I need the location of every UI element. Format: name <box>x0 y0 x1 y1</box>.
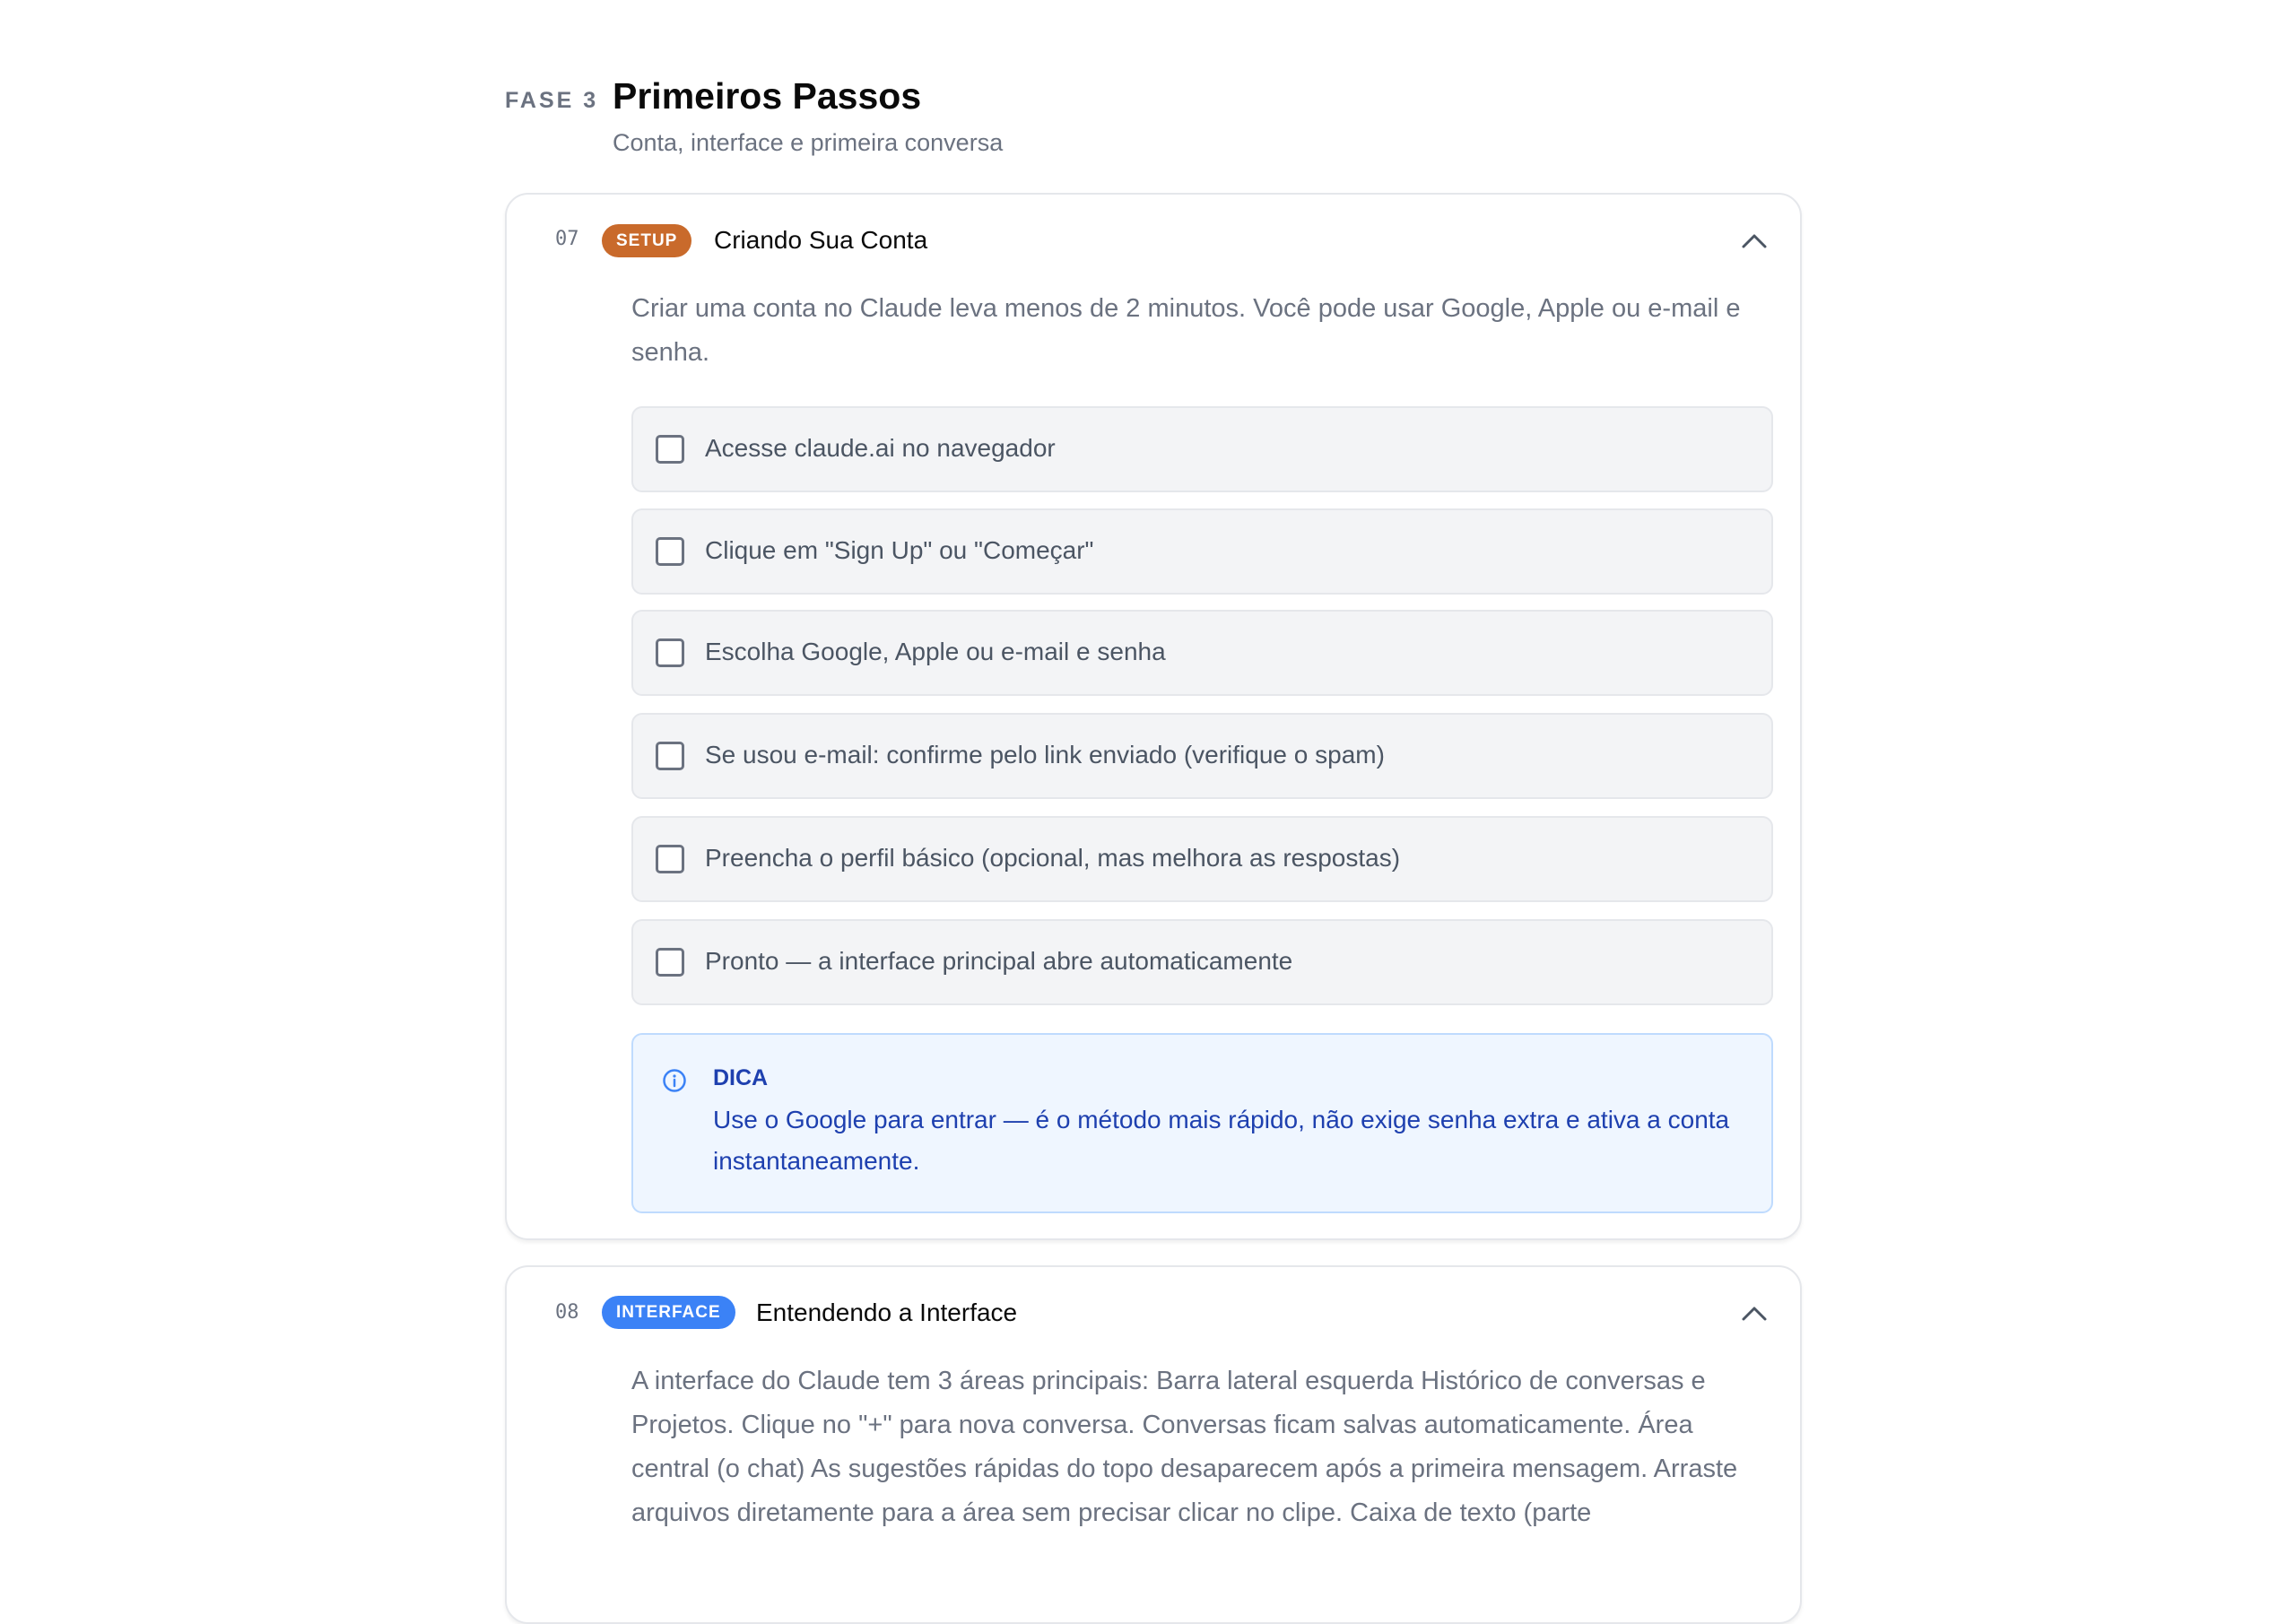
checklist-item-label: Escolha Google, Apple ou e-mail e senha <box>705 638 1166 665</box>
chevron-up-icon[interactable] <box>1741 1304 1768 1322</box>
phase-label: FASE 3 <box>505 88 599 113</box>
checklist-item-label: Se usou e-mail: confirme pelo link enviado (verifique o spam) <box>705 741 1385 769</box>
lesson-card-07 <box>505 193 1802 1240</box>
checkbox[interactable] <box>656 435 684 464</box>
page-subtitle: Conta, interface e primeira conversa <box>613 129 1004 156</box>
lesson-title: Entendendo a Interface <box>756 1298 1018 1326</box>
checklist-item[interactable] <box>631 610 1773 696</box>
checklist-item-label: Clique em "Sign Up" ou "Começar" <box>705 536 1094 564</box>
category-badge: SETUP <box>602 224 691 257</box>
checklist-item[interactable] <box>631 713 1773 799</box>
lesson-description: Criar uma conta no Claude leva menos de 2 minutos. Você pode usar Google, Apple ou e-mail e senha. <box>631 294 1741 367</box>
checklist-item[interactable] <box>631 508 1773 595</box>
checkbox[interactable] <box>656 948 684 977</box>
checkbox[interactable] <box>656 537 684 566</box>
checklist-item-label: Preencha o perfil básico (opcional, mas melhora as respostas) <box>705 844 1401 872</box>
tip-text: Use o Google para entrar — é o método mais rápido, não exige senha extra e ativa a conta instantaneamente. <box>713 1106 1730 1175</box>
lesson-number: 08 <box>555 1301 579 1324</box>
info-icon <box>662 1068 687 1093</box>
lesson-number: 07 <box>555 228 579 250</box>
page-title: Primeiros Passos <box>613 75 922 117</box>
checklist-item-label: Pronto — a interface principal abre automaticamente <box>705 947 1293 975</box>
checkbox[interactable] <box>656 845 684 873</box>
checklist-item[interactable] <box>631 919 1773 1005</box>
checklist-item[interactable] <box>631 816 1773 902</box>
checkbox[interactable] <box>656 742 684 770</box>
checklist-item[interactable] <box>631 406 1773 492</box>
chevron-up-icon[interactable] <box>1741 231 1768 249</box>
checkbox[interactable] <box>656 638 684 667</box>
category-badge: INTERFACE <box>602 1296 735 1329</box>
tip-label: DICA <box>713 1065 769 1090</box>
tip-box <box>631 1033 1773 1213</box>
lesson-title: Criando Sua Conta <box>714 226 928 254</box>
lesson-card-08 <box>505 1265 1802 1624</box>
checklist-item-label: Acesse claude.ai no navegador <box>705 434 1056 462</box>
lesson-description: A interface do Claude tem 3 áreas principais: Barra lateral esquerda Histórico de conversas e Projetos. Clique no "+" para nova conversa. Conversas ficam salvas automaticamente. Área central (o chat) As sugestões rápidas do topo desaparecem após a primeira mensagem. Arraste arquivos diretamente para a área sem precisar clicar no clipe. Caixa de texto (parte <box>631 1367 1738 1527</box>
